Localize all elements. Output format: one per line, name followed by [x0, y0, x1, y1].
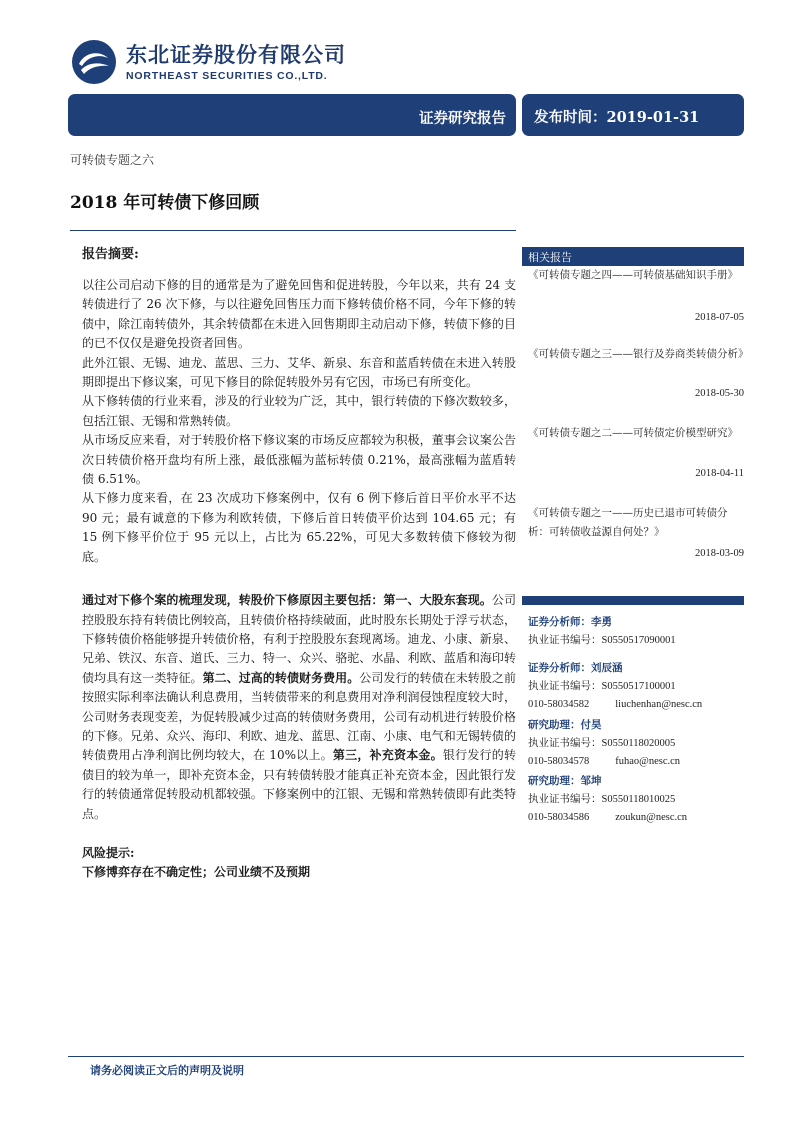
reasons-text-2: 公司发行的转债在未转股之前按照实际利率法确认利息费用，当转债带来的利息费用对净利润侵蚀程度较大时，公司财务表现变差，为促转股减少过高的转债财务费用，公司有动机进行转股价格的下修。兄弟、众兴、海印、利欧、迪龙、蓝思、江南、小康、电气和无锡转债的转债费用占净利润比例均较大，在 10%以上。 — [82, 670, 516, 763]
analyst-phone: 010-58034586 — [528, 812, 590, 823]
company-name-en: NORTHEAST SECURITIES CO.,LTD. — [126, 69, 328, 82]
abstract-paragraph: 从下修转债的行业来看，涉及的行业较为广泛，其中，银行转债的下修次数较多，包括江银、无锡和常熟转债。 — [82, 394, 516, 428]
analyst-email[interactable]: liuchenhan@nesc.cn — [615, 699, 703, 710]
abstract-paragraph: 以往公司启动下修的目的通常是为了避免回售和促进转股，今年以来，共有 24 支转债进行了 26 次下修，与以往避免回售压力而下修转债价格不同，今年下修的转债中，除江南转债外，其余转债都在未进入回售期即主动启动下修，转债下修的目的已不仅仅是避免投资者回售。 — [82, 278, 516, 351]
analyst-role: 研究助理： — [528, 719, 581, 731]
abstract-paragraph: 此外江银、无锡、迪龙、蓝思、三力、艾华、新泉、东音和蓝盾转债在未进入转股期即提出下修议案，可见下修目的除促转股外另有它因，市场已有所变化。 — [82, 355, 516, 390]
footer-divider — [68, 1056, 744, 1057]
company-logo — [70, 38, 346, 86]
cert-label: 执业证书编号： — [528, 680, 602, 692]
cert-number: S0550118020005 — [601, 738, 676, 749]
related-report-date: 2018-03-09 — [695, 548, 744, 559]
analyst-role: 研究助理： — [528, 775, 581, 787]
company-name-cn: 东北证券股份有限公司 — [126, 42, 346, 67]
report-type: 证券研究报告 — [419, 110, 506, 127]
analyst-name: 付昊 — [580, 719, 602, 731]
cert-number: S0550517090001 — [601, 635, 676, 646]
related-report-title[interactable]: 《可转债专题之一——历史已退市可转债分析：可转债收益源自何处？》 — [528, 507, 728, 538]
publish-label: 发布时间： — [534, 109, 607, 126]
company-logo-icon — [70, 38, 118, 86]
analyst-phone: 010-58034578 — [528, 756, 590, 767]
report-type-bar — [68, 94, 516, 136]
reasons-lead: 通过对下修个案的梳理发现，转股价下修原因主要包括：第一、大股东套现。 — [82, 593, 492, 608]
publish-date: 2019-01-31 — [606, 109, 700, 126]
abstract-heading: 报告摘要: — [70, 230, 516, 268]
related-report-date: 2018-05-30 — [695, 388, 744, 399]
analyst-name: 刘辰涵 — [591, 662, 623, 674]
reasons-text-3: 银行发行的转债目的较为单一，即补充资本金，只有转债转股才能真正补充资本金，因此银行发行的转债通常促转股动机都较强。下修案例中的江银、无锡和常熟转债即有此类特点。 — [82, 748, 516, 821]
analyst-block — [528, 772, 687, 827]
page-title: 2018 年可转债下修回顾 — [70, 193, 260, 213]
cert-number: S0550118010025 — [601, 794, 676, 805]
analyst-divider-bar — [522, 596, 744, 605]
cert-label: 执业证书编号： — [528, 737, 602, 749]
analyst-block — [528, 659, 702, 714]
series-subtitle: 可转债专题之六 — [70, 153, 155, 167]
analyst-email[interactable]: zoukun@nesc.cn — [615, 812, 688, 823]
related-report-date: 2018-04-11 — [695, 468, 744, 479]
related-report-title[interactable]: 《可转债专题之二——可转债定价模型研究》 — [528, 427, 738, 439]
risk-text: 下修博弈存在不确定性；公司业绩不及预期 — [82, 865, 311, 880]
reasons-text-1: 公司控股股东持有转债比例较高，且转债价格持续破面，此时股东长期处于浮亏状态，下修转债价格能够提升转债价格，有利于控股股东套现离场。迪龙、小康、新泉、兄弟、铁汉、东音、道氏、三力、特一、众兴、骆驼、水晶、利欧、蓝盾和海印转债均具有这一类特征。 — [82, 593, 516, 685]
related-report-title[interactable]: 《可转债专题之四——可转债基础知识手册》 — [528, 269, 738, 281]
publish-date-bar — [522, 94, 744, 136]
related-reports-heading: 相关报告 — [522, 247, 744, 266]
risk-heading: 风险提示: — [82, 845, 135, 860]
cert-number: S0550517100001 — [601, 681, 676, 692]
abstract-section — [70, 230, 516, 883]
cert-label: 执业证书编号： — [528, 634, 602, 646]
reasons-bold-3: 第三，补充资本金。 — [332, 748, 443, 763]
related-report-date: 2018-07-05 — [695, 312, 744, 323]
footer-disclaimer: 请务必阅读正文后的声明及说明 — [90, 1064, 244, 1077]
analyst-role: 证券分析师： — [528, 662, 591, 674]
reasons-bold-2: 第二、过高的转债财务费用。 — [202, 670, 360, 685]
analyst-block — [528, 716, 680, 771]
analyst-phone: 010-58034582 — [528, 699, 590, 710]
related-report-title[interactable]: 《可转债专题之三——银行及券商类转债分析》 — [528, 348, 749, 360]
analyst-block — [528, 613, 676, 650]
analyst-email[interactable]: fuhao@nesc.cn — [615, 756, 681, 767]
analyst-name: 邹坤 — [580, 775, 602, 787]
reasons-paragraph — [70, 591, 516, 824]
analyst-name: 李勇 — [591, 616, 612, 628]
abstract-paragraph: 从市场反应来看，对于转股价格下修议案的市场反应都较为积极，董事会议案公告次日转债价格开盘均有所上涨，最低涨幅为蓝标转债 0.21%，最高涨幅为蓝盾转债 6.51%。 — [82, 433, 516, 487]
abstract-paragraph: 从下修力度来看，在 23 次成功下修案例中，仅有 6 例下修后首日平价水平不达 90 元；最有诚意的下修为利欧转债，下修后首日转债平价达到 104.65 元；有 15 例下修平价位于 95 元以上，占比为 65.22%，可见大多数转债下修较为彻底。 — [82, 491, 516, 564]
analyst-role: 证券分析师： — [528, 616, 591, 628]
cert-label: 执业证书编号： — [528, 793, 602, 805]
